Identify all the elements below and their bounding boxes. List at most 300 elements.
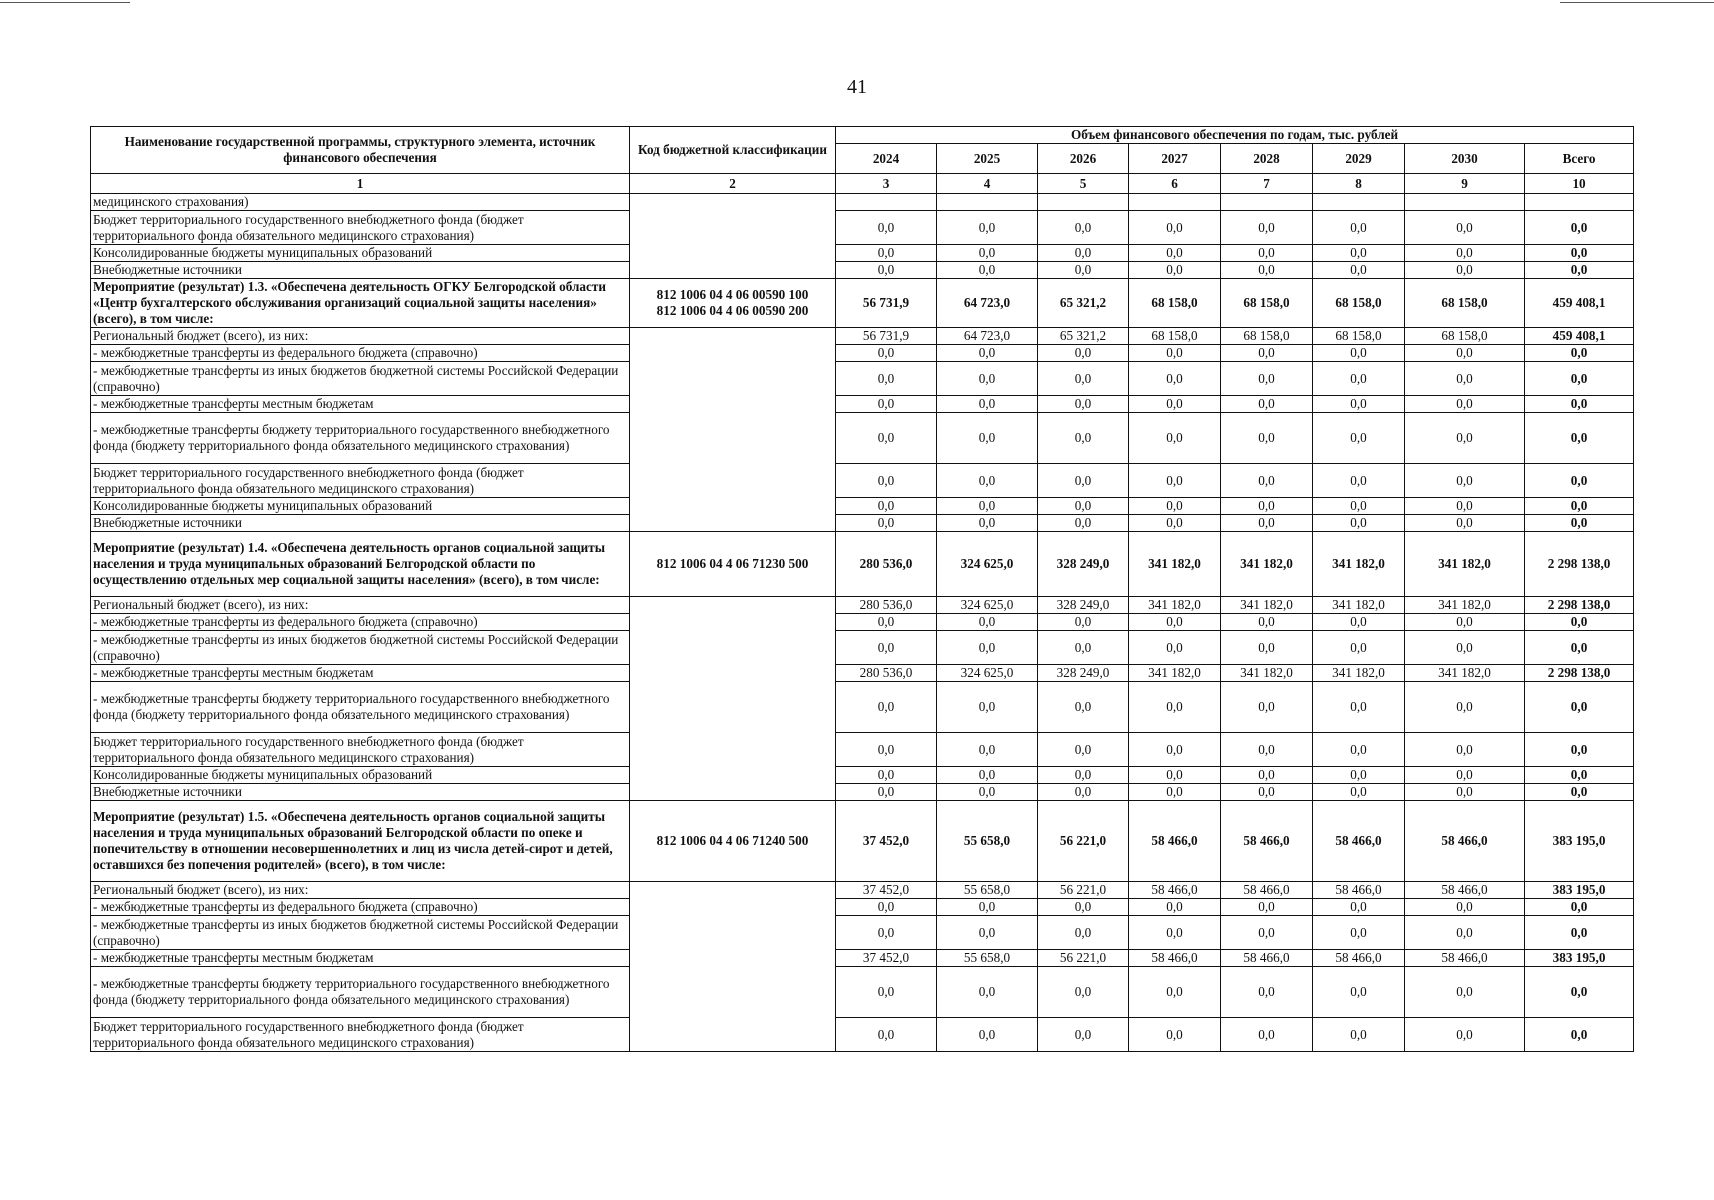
row-value <box>1313 194 1405 211</box>
row-value: 58 466,0 <box>1221 801 1313 882</box>
row-value: 68 158,0 <box>1129 328 1221 345</box>
row-value: 65 321,2 <box>1038 279 1129 328</box>
header-year: 2027 <box>1129 144 1221 174</box>
table-row <box>91 262 1634 279</box>
row-value: 0,0 <box>1313 784 1405 801</box>
row-value: 0,0 <box>1129 464 1221 498</box>
row-value <box>1129 194 1221 211</box>
column-number: 7 <box>1221 174 1313 194</box>
table-row <box>91 245 1634 262</box>
row-total: 0,0 <box>1525 631 1634 665</box>
row-value: 324 625,0 <box>937 532 1038 597</box>
row-name: - межбюджетные трансферты из иных бюджетов бюджетной системы Российской Федерации (справочно) <box>91 631 630 665</box>
row-value: 0,0 <box>1038 784 1129 801</box>
row-value: 37 452,0 <box>836 882 937 899</box>
row-total: 0,0 <box>1525 614 1634 631</box>
row-name: Региональный бюджет (всего), из них: <box>91 328 630 345</box>
row-value: 64 723,0 <box>937 328 1038 345</box>
row-value: 0,0 <box>1038 498 1129 515</box>
row-value: 0,0 <box>1221 631 1313 665</box>
row-name: Бюджет территориального государственного внебюджетного фонда (бюджет территориального фонда обязательного медицинского страхования) <box>91 211 630 245</box>
row-value: 280 536,0 <box>836 665 937 682</box>
row-total: 0,0 <box>1525 464 1634 498</box>
table-row-measure <box>91 532 1634 597</box>
row-value: 0,0 <box>937 396 1038 413</box>
row-value: 0,0 <box>1313 682 1405 733</box>
header-year: 2025 <box>937 144 1038 174</box>
row-name: Мероприятие (результат) 1.4. «Обеспечена деятельность органов социальной защиты населения и труда муниципальных образований Белгородской области по осуществлению отдельных мер социальной защиты населения» (всего), в том числе: <box>91 532 630 597</box>
row-value: 0,0 <box>937 767 1038 784</box>
row-total: 0,0 <box>1525 967 1634 1018</box>
row-value: 65 321,2 <box>1038 328 1129 345</box>
row-value: 0,0 <box>937 1018 1038 1052</box>
row-value: 58 466,0 <box>1405 950 1525 967</box>
row-value: 341 182,0 <box>1221 532 1313 597</box>
row-total: 2 298 138,0 <box>1525 597 1634 614</box>
budget-code: 812 1006 04 4 06 71240 500 <box>630 801 836 882</box>
row-name: - межбюджетные трансферты бюджету территориального государственного внебюджетного фонда (бюджету территориального фонда обязательного медицинского страхования) <box>91 682 630 733</box>
column-number: 3 <box>836 174 937 194</box>
row-value: 341 182,0 <box>1313 665 1405 682</box>
row-value: 0,0 <box>836 784 937 801</box>
row-value: 0,0 <box>1221 362 1313 396</box>
row-value: 0,0 <box>1129 733 1221 767</box>
table-row <box>91 967 1634 1018</box>
row-value: 0,0 <box>1313 614 1405 631</box>
row-value: 55 658,0 <box>937 950 1038 967</box>
row-value: 58 466,0 <box>1313 801 1405 882</box>
row-value: 0,0 <box>1038 262 1129 279</box>
row-value: 0,0 <box>1129 515 1221 532</box>
budget-code-empty <box>630 882 836 1052</box>
row-value: 324 625,0 <box>937 597 1038 614</box>
row-value: 0,0 <box>1129 498 1221 515</box>
row-value: 0,0 <box>1405 967 1525 1018</box>
row-value: 324 625,0 <box>937 665 1038 682</box>
row-value: 0,0 <box>937 498 1038 515</box>
row-name: Бюджет территориального государственного внебюджетного фонда (бюджет территориального фонда обязательного медицинского страхования) <box>91 464 630 498</box>
row-total: 0,0 <box>1525 345 1634 362</box>
header-year: 2026 <box>1038 144 1129 174</box>
row-value: 341 182,0 <box>1129 597 1221 614</box>
header-total: Всего <box>1525 144 1634 174</box>
row-value: 0,0 <box>836 362 937 396</box>
row-value: 0,0 <box>1129 916 1221 950</box>
row-value: 56 221,0 <box>1038 882 1129 899</box>
row-value: 0,0 <box>937 784 1038 801</box>
row-value: 0,0 <box>1129 899 1221 916</box>
row-value: 0,0 <box>836 733 937 767</box>
row-value: 37 452,0 <box>836 801 937 882</box>
row-value: 328 249,0 <box>1038 665 1129 682</box>
row-value: 0,0 <box>1129 396 1221 413</box>
row-value: 0,0 <box>1221 916 1313 950</box>
row-value: 0,0 <box>1313 899 1405 916</box>
column-number: 2 <box>630 174 836 194</box>
row-value: 58 466,0 <box>1221 882 1313 899</box>
row-name: Бюджет территориального государственного внебюджетного фонда (бюджет территориального фонда обязательного медицинского страхования) <box>91 733 630 767</box>
row-value: 0,0 <box>1405 1018 1525 1052</box>
scan-edge-right <box>1560 2 1714 3</box>
row-value: 0,0 <box>937 515 1038 532</box>
row-value: 0,0 <box>1221 345 1313 362</box>
row-value <box>836 194 937 211</box>
row-value: 0,0 <box>1038 211 1129 245</box>
row-value: 0,0 <box>1129 967 1221 1018</box>
row-name: Консолидированные бюджеты муниципальных образований <box>91 767 630 784</box>
row-total: 0,0 <box>1525 767 1634 784</box>
scan-edge-left <box>0 2 130 3</box>
row-total: 0,0 <box>1525 515 1634 532</box>
row-value: 0,0 <box>1221 1018 1313 1052</box>
row-value: 0,0 <box>836 1018 937 1052</box>
row-total: 0,0 <box>1525 245 1634 262</box>
table-row <box>91 515 1634 532</box>
row-value: 0,0 <box>937 362 1038 396</box>
table-row <box>91 1018 1634 1052</box>
row-value: 0,0 <box>1129 362 1221 396</box>
row-value: 0,0 <box>836 262 937 279</box>
row-value: 55 658,0 <box>937 801 1038 882</box>
row-value: 68 158,0 <box>1221 328 1313 345</box>
row-value: 0,0 <box>836 767 937 784</box>
row-total: 0,0 <box>1525 396 1634 413</box>
table-body <box>91 194 1634 1052</box>
header-year: 2029 <box>1313 144 1405 174</box>
table-row <box>91 950 1634 967</box>
row-value: 0,0 <box>1405 631 1525 665</box>
header-code: Код бюджетной классификации <box>630 127 836 174</box>
row-value: 0,0 <box>1405 211 1525 245</box>
row-value: 341 182,0 <box>1129 532 1221 597</box>
row-value: 0,0 <box>1221 899 1313 916</box>
table-row <box>91 498 1634 515</box>
row-value: 341 182,0 <box>1221 597 1313 614</box>
row-value: 0,0 <box>1405 396 1525 413</box>
table-row <box>91 614 1634 631</box>
row-value: 0,0 <box>1405 345 1525 362</box>
budget-code-empty <box>630 597 836 801</box>
row-value: 58 466,0 <box>1129 950 1221 967</box>
row-value: 68 158,0 <box>1405 328 1525 345</box>
row-total: 0,0 <box>1525 211 1634 245</box>
row-value: 58 466,0 <box>1129 882 1221 899</box>
row-value: 0,0 <box>1313 413 1405 464</box>
row-value: 0,0 <box>1405 262 1525 279</box>
row-value: 58 466,0 <box>1313 950 1405 967</box>
table-row <box>91 665 1634 682</box>
header-name: Наименование государственной программы, структурного элемента, источник финансового обеспечения <box>91 127 630 174</box>
row-name: - межбюджетные трансферты бюджету территориального государственного внебюджетного фонда (бюджету территориального фонда обязательного медицинского страхования) <box>91 967 630 1018</box>
row-value: 0,0 <box>1038 464 1129 498</box>
row-total: 383 195,0 <box>1525 801 1634 882</box>
row-value: 0,0 <box>937 614 1038 631</box>
column-number: 9 <box>1405 174 1525 194</box>
row-value: 0,0 <box>1038 362 1129 396</box>
row-value: 0,0 <box>1313 245 1405 262</box>
row-value: 0,0 <box>1313 1018 1405 1052</box>
column-number: 4 <box>937 174 1038 194</box>
row-value: 0,0 <box>937 899 1038 916</box>
row-value: 0,0 <box>1405 916 1525 950</box>
financing-table <box>90 126 1634 1052</box>
table-row <box>91 767 1634 784</box>
row-value: 0,0 <box>836 899 937 916</box>
row-value: 37 452,0 <box>836 950 937 967</box>
row-value: 0,0 <box>1405 682 1525 733</box>
row-value: 0,0 <box>1129 262 1221 279</box>
row-value: 0,0 <box>836 464 937 498</box>
row-total: 383 195,0 <box>1525 950 1634 967</box>
row-value: 0,0 <box>1405 784 1525 801</box>
row-value <box>1405 194 1525 211</box>
row-value: 0,0 <box>1405 733 1525 767</box>
row-value: 0,0 <box>937 967 1038 1018</box>
row-name: медицинского страхования) <box>91 194 630 211</box>
row-value: 0,0 <box>1313 733 1405 767</box>
row-value: 68 158,0 <box>1129 279 1221 328</box>
row-total: 2 298 138,0 <box>1525 665 1634 682</box>
row-value: 56 221,0 <box>1038 801 1129 882</box>
row-value <box>1221 194 1313 211</box>
row-value: 0,0 <box>1313 631 1405 665</box>
row-value: 341 182,0 <box>1405 665 1525 682</box>
row-value: 0,0 <box>937 464 1038 498</box>
row-value: 0,0 <box>937 682 1038 733</box>
row-total: 0,0 <box>1525 262 1634 279</box>
row-value: 0,0 <box>1129 767 1221 784</box>
row-value: 0,0 <box>1313 396 1405 413</box>
row-value: 0,0 <box>1038 682 1129 733</box>
row-value <box>1038 194 1129 211</box>
row-value: 0,0 <box>1313 464 1405 498</box>
row-value: 68 158,0 <box>1405 279 1525 328</box>
table-row <box>91 396 1634 413</box>
row-value: 64 723,0 <box>937 279 1038 328</box>
row-name: - межбюджетные трансферты бюджету территориального государственного внебюджетного фонда (бюджету территориального фонда обязательного медицинского страхования) <box>91 413 630 464</box>
row-value: 0,0 <box>836 515 937 532</box>
row-value: 341 182,0 <box>1313 597 1405 614</box>
row-value: 0,0 <box>1221 413 1313 464</box>
row-value: 0,0 <box>1221 211 1313 245</box>
row-value: 0,0 <box>1221 733 1313 767</box>
header-year: 2028 <box>1221 144 1313 174</box>
row-value: 0,0 <box>937 211 1038 245</box>
row-value: 0,0 <box>937 916 1038 950</box>
row-value: 280 536,0 <box>836 597 937 614</box>
column-number: 10 <box>1525 174 1634 194</box>
row-value: 68 158,0 <box>1221 279 1313 328</box>
table-row-measure <box>91 801 1634 882</box>
table-row <box>91 211 1634 245</box>
row-name: Внебюджетные источники <box>91 784 630 801</box>
row-value: 0,0 <box>1405 515 1525 532</box>
row-total: 459 408,1 <box>1525 328 1634 345</box>
row-total: 0,0 <box>1525 682 1634 733</box>
column-number: 1 <box>91 174 630 194</box>
budget-code: 812 1006 04 4 06 00590 100 812 1006 04 4 06 00590 200 <box>630 279 836 328</box>
column-number: 8 <box>1313 174 1405 194</box>
column-number: 5 <box>1038 174 1129 194</box>
row-value: 0,0 <box>1405 767 1525 784</box>
row-value: 0,0 <box>1221 464 1313 498</box>
table-row <box>91 682 1634 733</box>
row-value: 0,0 <box>1221 498 1313 515</box>
row-value: 0,0 <box>1129 345 1221 362</box>
row-value: 0,0 <box>1313 345 1405 362</box>
row-name: - межбюджетные трансферты местным бюджетам <box>91 950 630 967</box>
row-value: 58 466,0 <box>1405 882 1525 899</box>
row-value: 58 466,0 <box>1405 801 1525 882</box>
row-name: Региональный бюджет (всего), из них: <box>91 597 630 614</box>
budget-code-empty <box>630 194 836 279</box>
table-row <box>91 413 1634 464</box>
row-value: 328 249,0 <box>1038 597 1129 614</box>
row-value: 0,0 <box>1313 967 1405 1018</box>
table-row <box>91 328 1634 345</box>
table-row <box>91 194 1634 211</box>
row-value: 0,0 <box>937 245 1038 262</box>
row-name: - межбюджетные трансферты из иных бюджетов бюджетной системы Российской Федерации (справочно) <box>91 362 630 396</box>
row-total: 383 195,0 <box>1525 882 1634 899</box>
table-row <box>91 597 1634 614</box>
row-total: 0,0 <box>1525 899 1634 916</box>
table-row <box>91 345 1634 362</box>
column-number: 6 <box>1129 174 1221 194</box>
row-name: Мероприятие (результат) 1.5. «Обеспечена деятельность органов социальной защиты населения и труда муниципальных образований Белгородской области по опеке и попечительству в отношении несовершеннолетних и лиц из числа детей-сирот и детей, оставшихся без попечения родителей» (всего), в том числе: <box>91 801 630 882</box>
row-value: 0,0 <box>1221 396 1313 413</box>
row-value: 0,0 <box>1313 515 1405 532</box>
row-value: 341 182,0 <box>1405 532 1525 597</box>
row-value: 0,0 <box>836 245 937 262</box>
row-value: 0,0 <box>836 498 937 515</box>
row-value <box>937 194 1038 211</box>
header-year: 2030 <box>1405 144 1525 174</box>
row-value: 0,0 <box>1313 262 1405 279</box>
row-total: 459 408,1 <box>1525 279 1634 328</box>
row-value: 68 158,0 <box>1313 328 1405 345</box>
row-value: 0,0 <box>1038 899 1129 916</box>
row-value: 0,0 <box>836 916 937 950</box>
row-value: 0,0 <box>1405 614 1525 631</box>
row-value: 55 658,0 <box>937 882 1038 899</box>
row-value: 0,0 <box>1405 464 1525 498</box>
row-value: 0,0 <box>1038 631 1129 665</box>
row-value: 0,0 <box>1129 245 1221 262</box>
header-year: 2024 <box>836 144 937 174</box>
row-total: 0,0 <box>1525 1018 1634 1052</box>
row-value: 0,0 <box>1129 784 1221 801</box>
row-total: 0,0 <box>1525 362 1634 396</box>
row-value: 0,0 <box>1129 614 1221 631</box>
table-row <box>91 899 1634 916</box>
table-row <box>91 733 1634 767</box>
row-value: 0,0 <box>1313 916 1405 950</box>
row-value: 280 536,0 <box>836 532 937 597</box>
row-value: 0,0 <box>836 413 937 464</box>
row-value: 0,0 <box>1038 916 1129 950</box>
row-name: - межбюджетные трансферты местным бюджетам <box>91 665 630 682</box>
table-row <box>91 631 1634 665</box>
row-value: 0,0 <box>1405 413 1525 464</box>
row-value: 0,0 <box>836 614 937 631</box>
row-value: 0,0 <box>1405 498 1525 515</box>
row-name: Консолидированные бюджеты муниципальных образований <box>91 498 630 515</box>
row-value: 0,0 <box>1129 682 1221 733</box>
budget-code-empty <box>630 328 836 532</box>
table-row <box>91 464 1634 498</box>
row-value: 0,0 <box>1313 211 1405 245</box>
table-row <box>91 784 1634 801</box>
row-value: 0,0 <box>1038 515 1129 532</box>
row-name: Консолидированные бюджеты муниципальных образований <box>91 245 630 262</box>
row-value: 0,0 <box>1038 345 1129 362</box>
row-value: 341 182,0 <box>1313 532 1405 597</box>
row-value: 0,0 <box>1038 245 1129 262</box>
row-name: - межбюджетные трансферты из федерального бюджета (справочно) <box>91 899 630 916</box>
row-value: 0,0 <box>1038 614 1129 631</box>
row-value: 0,0 <box>836 682 937 733</box>
row-value: 0,0 <box>1038 396 1129 413</box>
row-name: Бюджет территориального государственного внебюджетного фонда (бюджет территориального фонда обязательного медицинского страхования) <box>91 1018 630 1052</box>
row-value: 0,0 <box>1221 784 1313 801</box>
row-value: 0,0 <box>937 262 1038 279</box>
row-value: 56 731,9 <box>836 279 937 328</box>
row-value: 0,0 <box>836 211 937 245</box>
row-total: 2 298 138,0 <box>1525 532 1634 597</box>
row-value: 0,0 <box>1038 733 1129 767</box>
row-value: 58 466,0 <box>1313 882 1405 899</box>
row-value: 0,0 <box>836 631 937 665</box>
row-value: 56 221,0 <box>1038 950 1129 967</box>
row-name: - межбюджетные трансферты из федерального бюджета (справочно) <box>91 345 630 362</box>
row-value: 0,0 <box>1129 413 1221 464</box>
row-value: 341 182,0 <box>1129 665 1221 682</box>
row-value: 0,0 <box>1221 967 1313 1018</box>
row-value: 0,0 <box>1221 614 1313 631</box>
row-value: 0,0 <box>1221 262 1313 279</box>
row-name: - межбюджетные трансферты из иных бюджетов бюджетной системы Российской Федерации (справочно) <box>91 916 630 950</box>
row-value: 68 158,0 <box>1313 279 1405 328</box>
table-row <box>91 916 1634 950</box>
table-header <box>91 127 1634 194</box>
row-name: Внебюджетные источники <box>91 262 630 279</box>
row-name: - межбюджетные трансферты из федерального бюджета (справочно) <box>91 614 630 631</box>
row-value: 0,0 <box>937 413 1038 464</box>
budget-code: 812 1006 04 4 06 71230 500 <box>630 532 836 597</box>
row-value: 0,0 <box>1038 967 1129 1018</box>
row-value: 0,0 <box>836 967 937 1018</box>
row-value: 0,0 <box>937 345 1038 362</box>
row-name: Региональный бюджет (всего), из них: <box>91 882 630 899</box>
row-value: 0,0 <box>1038 1018 1129 1052</box>
row-value: 0,0 <box>937 631 1038 665</box>
header-volume: Объем финансового обеспечения по годам, тыс. рублей <box>836 127 1634 144</box>
page-number: 41 <box>847 76 867 98</box>
row-value: 0,0 <box>1038 767 1129 784</box>
row-value: 0,0 <box>1313 362 1405 396</box>
row-value: 0,0 <box>1129 211 1221 245</box>
row-value: 0,0 <box>1405 899 1525 916</box>
row-value: 0,0 <box>937 733 1038 767</box>
row-value: 58 466,0 <box>1129 801 1221 882</box>
table-row <box>91 882 1634 899</box>
row-value: 0,0 <box>1405 362 1525 396</box>
row-name: Внебюджетные источники <box>91 515 630 532</box>
row-value: 0,0 <box>836 345 937 362</box>
table-row-measure <box>91 279 1634 328</box>
row-name: - межбюджетные трансферты местным бюджетам <box>91 396 630 413</box>
